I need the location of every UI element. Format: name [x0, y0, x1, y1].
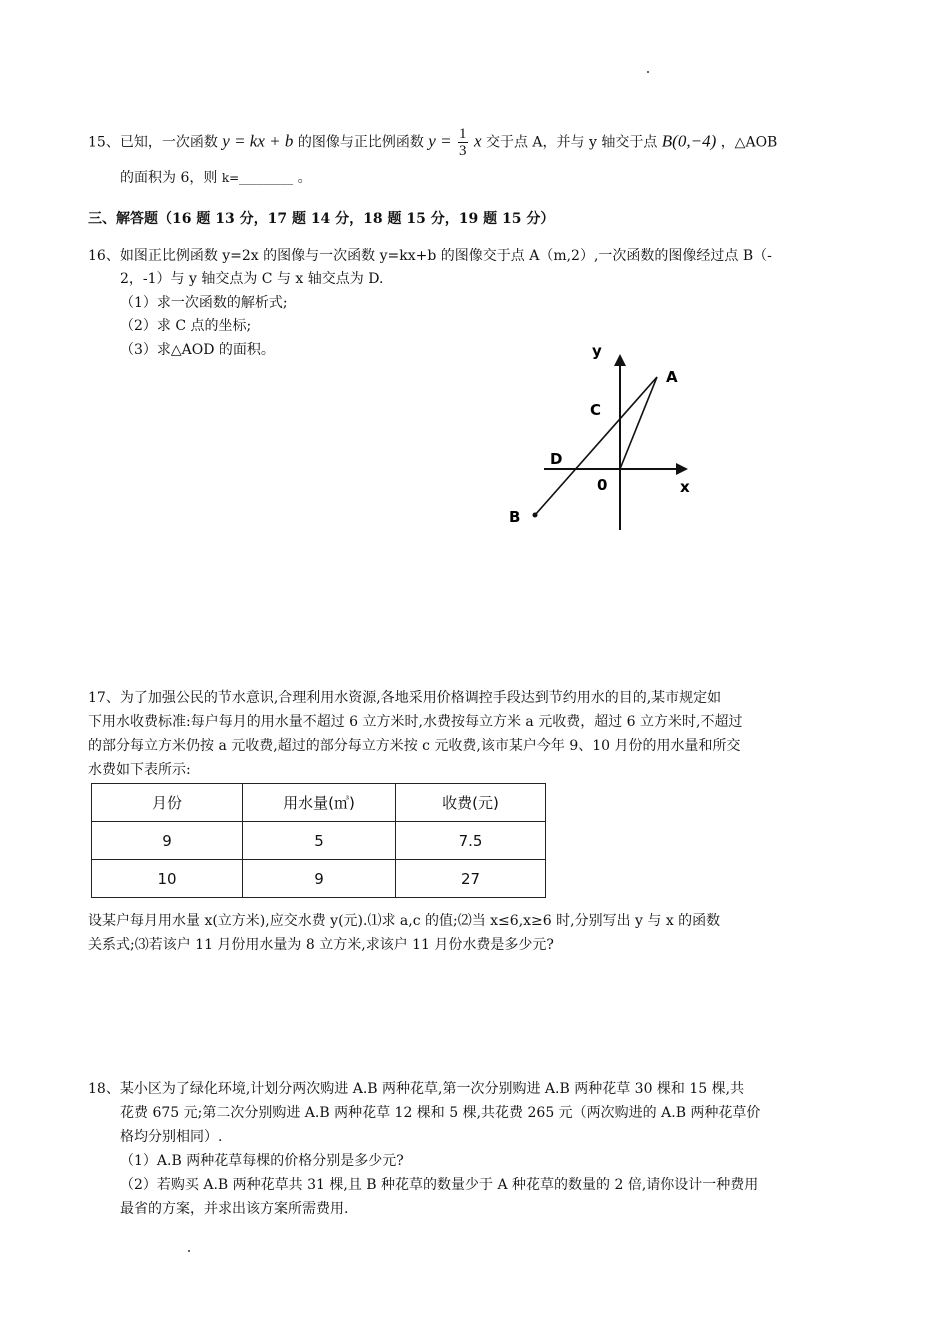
section-3-title: 三、解答题（16 题 13 分，17 题 14 分，18 题 15 分，19 题 15 分） — [88, 211, 555, 227]
point-d-label: D — [550, 450, 563, 468]
q17-line-3: 的部分每立方米仍按 a 元收费,超过的部分每立方米按 c 元收费,该市某户今年 9、10 月份的用水量和所交 — [88, 738, 741, 754]
q15-answer-blank: k=_________ — [221, 171, 294, 185]
q15-point-b: B(0,−4) — [661, 131, 717, 151]
table-header-cell: 月份 — [92, 784, 243, 822]
q17-after-line-1: 设某户每月用水量 x(立方米),应交水费 y(元).⑴求 a,c 的值;⑵当 x≤6,x≥6 时,分别写出 y 与 x 的函数 — [88, 913, 721, 929]
q16-line-2: 2，-1）与 y 轴交点为 C 与 x 轴交点为 D. — [120, 271, 384, 287]
water-fee-table — [91, 783, 546, 898]
table-cell: 5 — [243, 822, 396, 860]
point-b-dot — [533, 513, 538, 518]
q16-sub-3: （3）求△AOD 的面积。 — [120, 342, 275, 358]
y-axis-label: y — [592, 342, 602, 360]
q15-mid-text: 的图像与正比例函数 — [297, 134, 424, 151]
q15-fraction-numerator: 1 — [459, 126, 467, 142]
table-header-row — [92, 784, 546, 822]
q15-fraction — [458, 126, 468, 159]
q17-after-line-2: 关系式;⑶若该户 11 月份用水量为 8 立方米,求该户 11 月份水费是多少元? — [88, 937, 554, 953]
q16-graph — [500, 340, 710, 535]
q18-line-3: 格均分别相同）. — [120, 1129, 223, 1145]
table-cell: 7.5 — [396, 822, 546, 860]
table-header-cell: 收费(元) — [396, 784, 546, 822]
q16-line-1: 16、如图正比例函数 y=2x 的图像与一次函数 y=kx+b 的图像交于点 A（m,2）,一次函数的图像经过点 B（- — [88, 248, 772, 264]
q17-line-1: 17、为了加强公民的节水意识,合理利用水资源,各地采用价格调控手段达到节约用水的目的,某市规定如 — [88, 690, 722, 706]
table-cell: 9 — [243, 860, 396, 898]
table-cell: 27 — [396, 860, 546, 898]
q17-line-4: 水费如下表所示: — [88, 762, 191, 778]
q18-sub-2-line-1: （2）若购买 A.B 两种花草共 31 棵,且 B 种花草的数量少于 A 种花草的数量的 2 倍,请你设计一种费用 — [120, 1177, 759, 1193]
q16-sub-1: （1）求一次函数的解析式; — [120, 295, 288, 311]
table-cell: 10 — [92, 860, 243, 898]
q15-line-2-text: 的面积为 6，则 — [120, 170, 218, 186]
q18-sub-1: （1）A.B 两种花草每棵的价格分别是多少元? — [120, 1153, 404, 1169]
x-axis-arrow — [676, 463, 688, 475]
x-axis-label: x — [680, 478, 690, 496]
origin-label: 0 — [597, 476, 608, 494]
q18-line-2: 花费 675 元;第二次分别购进 A.B 两种花草 12 棵和 5 棵,共花费 265 元（两次购进的 A.B 两种花草价 — [120, 1105, 761, 1121]
q15-eq2-lhs: y = — [428, 131, 452, 151]
line-y-2x — [620, 377, 657, 469]
question-15-line-2 — [120, 168, 312, 188]
q15-end: 。 — [297, 170, 312, 186]
q15-fraction-denominator: 3 — [459, 143, 467, 159]
point-a-label: A — [666, 368, 678, 386]
q15-after-text: 交于点 A，并与 y 轴交于点 — [485, 134, 658, 151]
q18-sub-2-line-2: 最省的方案，并求出该方案所需费用. — [120, 1201, 349, 1217]
q15-equation-1: y = kx + b — [222, 131, 294, 151]
table-header-cell: 用水量(㎥) — [243, 784, 396, 822]
page-speck — [188, 1250, 190, 1252]
point-b-label: B — [509, 508, 521, 526]
q15-label: 15、已知，一次函数 — [88, 134, 218, 151]
point-c-label: C — [590, 401, 602, 419]
q16-sub-2: （2）求 C 点的坐标; — [120, 318, 252, 334]
table-row — [92, 822, 546, 860]
q15-tail: ，△AOB — [720, 134, 778, 151]
table-cell: 9 — [92, 822, 243, 860]
q15-eq2-var: x — [473, 131, 482, 151]
q17-line-2: 下用水收费标准:每户每月的用水量不超过 6 立方米时,水费按每立方米 a 元收费，超过 6 立方米时,不超过 — [88, 714, 743, 730]
y-axis-arrow — [614, 354, 626, 366]
question-15 — [88, 126, 777, 159]
table-row — [92, 860, 546, 898]
line-kx-b — [535, 377, 657, 515]
page-speck — [647, 71, 649, 73]
q18-line-1: 18、某小区为了绿化环境,计划分两次购进 A.B 两种花草,第一次分别购进 A.B 两种花草 30 棵和 15 棵,共 — [88, 1081, 745, 1097]
